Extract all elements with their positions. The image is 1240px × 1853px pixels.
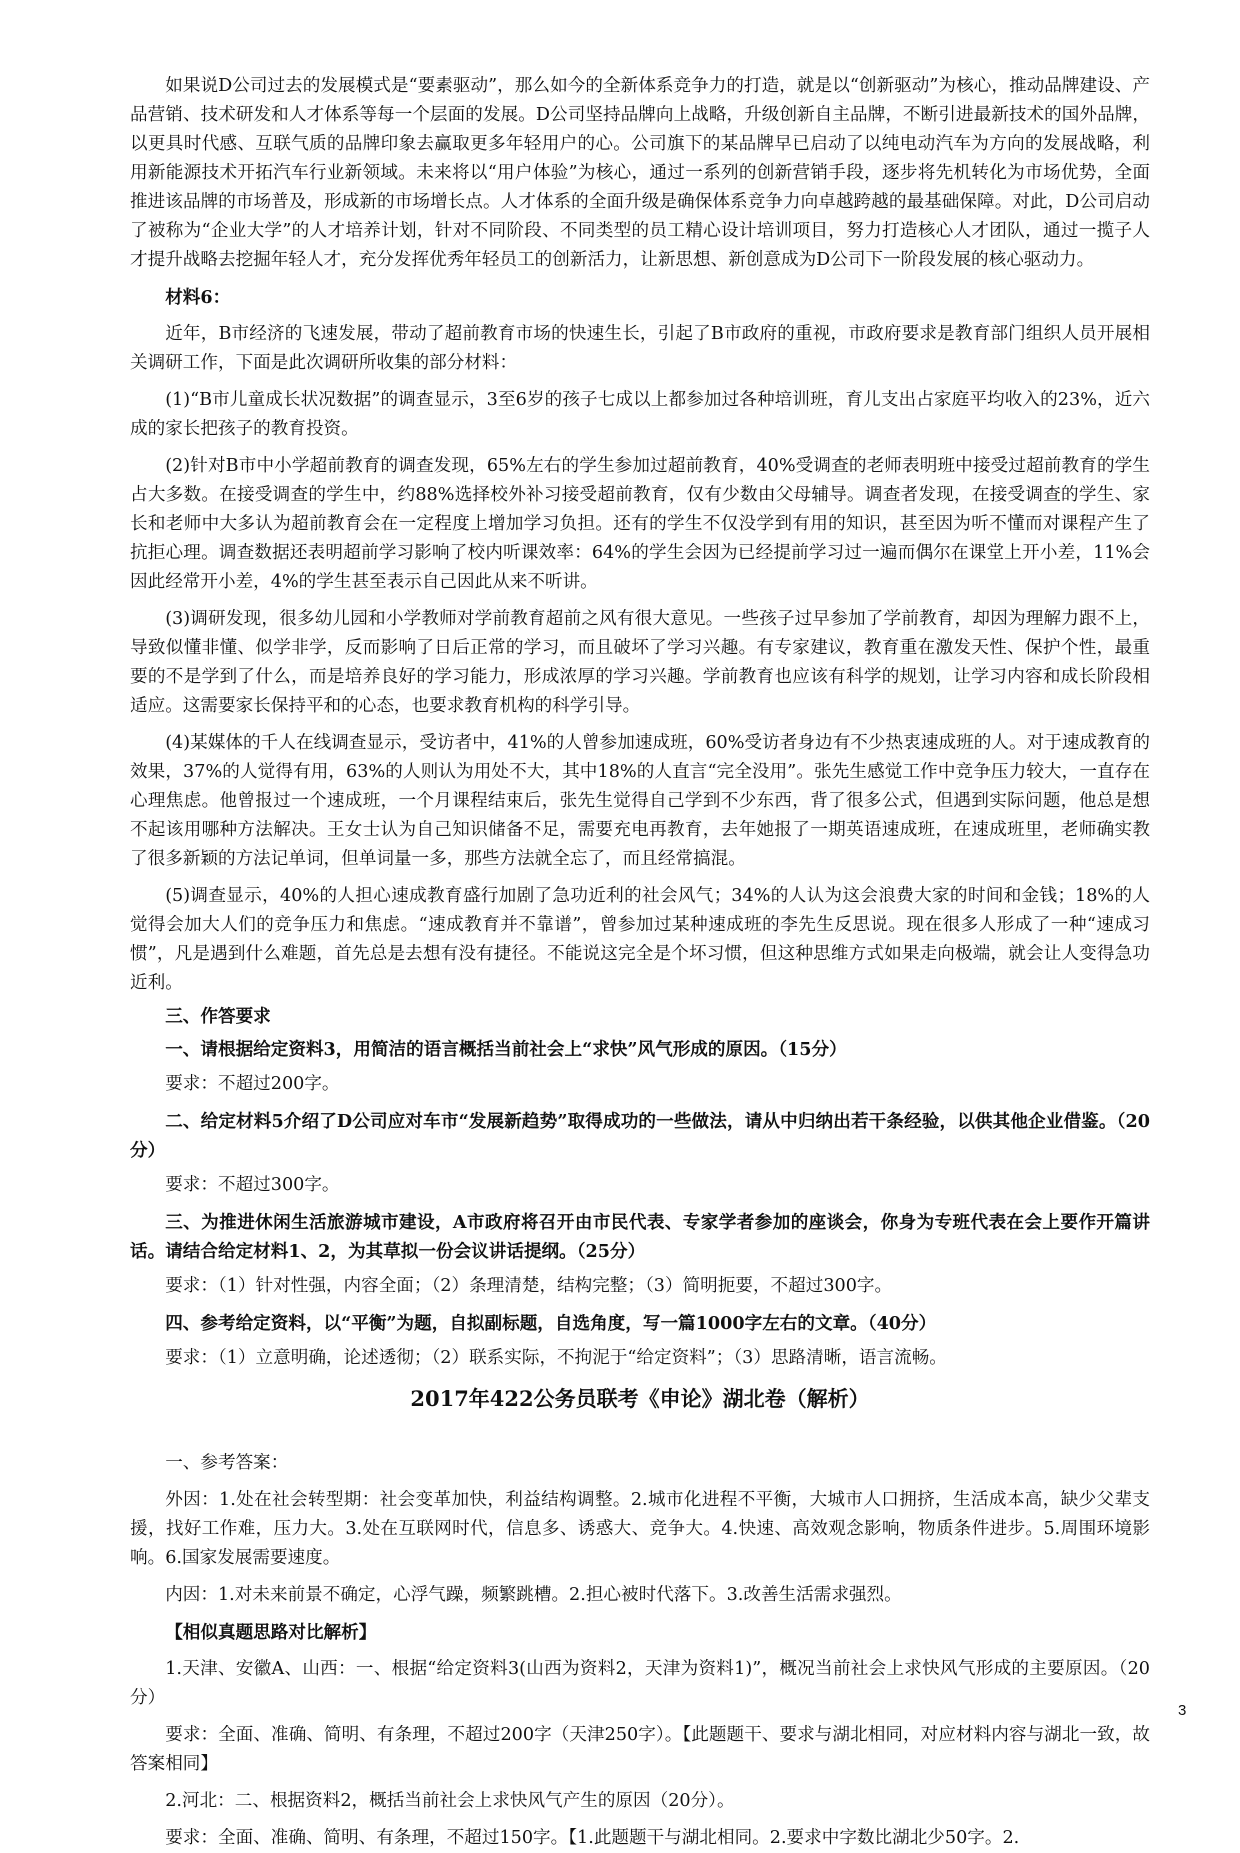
internal-causes: 内因：1.对未来前景不确定，心浮气躁，频繁跳槽。2.担心被时代落下。3.改善生活需求强烈。	[165, 1585, 902, 1605]
paragraph-item-4: (4)某媒体的千人在线调查显示，受访者中，41%的人曾参加速成班，60%受访者身边有不少热衷速成班的人。对于速成教育的效果，37%的人觉得有用，63%的人则认为用处不大，其中18%的人直言“完全没用”。张先生感觉工作中竞争压力较大，一直存在心理焦虑。他曾报过一个速成班，一个月课程结束后，张先生觉得自己学到不少东西，背了很多公式，但遇到实际问题，他总是想不起该用哪种方法解决。王女士认为自己知识储备不足，需要充电再教育，去年她报了一期英语速成班，在速成班里，老师确实教了很多新颖的方法记单词，但单词量一多，那些方法就全忘了，而且经常搞混。	[130, 733, 1150, 869]
paragraph-item-5: (5)调查显示，40%的人担心速成教育盛行加剧了急功近利的社会风气；34%的人认为这会浪费大家的时间和金钱；18%的人觉得会加大人们的竞争压力和焦虑。“速成教育并不靠谱”，曾参加过某种速成班的李先生反思说。现在很多人形成了一种“速成习惯”，凡是遇到什么难题，首先总是去想有没有捷径。不能说这完全是个坏习惯，但这种思维方式如果走向极端，就会让人变得急功近利。	[130, 886, 1150, 993]
question-2-requirement: 要求：不超过300字。	[165, 1175, 340, 1195]
question-4: 四、参考给定资料，以“平衡”为题，自拟副标题，自选角度，写一篇1000字左右的文章。（40分）	[165, 1313, 937, 1334]
paragraph-item-3: (3)调研发现，很多幼儿园和小学教师对学前教育超前之风有很大意见。一些孩子过早参加了学前教育，却因为理解力跟不上，导致似懂非懂、似学非学，反而影响了日后正常的学习，而且破坏了学习兴趣。有专家建议，教育重在激发天性、保护个性，最重要的不是学到了什么，而是培养良好的学习能力，形成浓厚的学习兴趣。学前教育也应该有科学的规划，让学习内容和成长阶段相适应。这需要家长保持平和的心态，也要求教育机构的科学引导。	[130, 609, 1150, 716]
analysis-title: 2017年422公务员联考《申论》湖北卷（解析）	[410, 1386, 870, 1411]
external-causes: 外因：1.处在社会转型期：社会变革加快，利益结构调整。2.城市化进程不平衡，大城市人口拥挤，生活成本高，缺少父辈支援，找好工作难，压力大。3.处在互联网时代，信息多、诱惑大、竞争大。4.快速、高效观念影响，物质条件进步。5.周围环境影响。6.国家发展需要速度。	[130, 1490, 1150, 1568]
reference-answer-heading: 一、参考答案：	[165, 1453, 289, 1473]
question-3-requirement: 要求：（1）针对性强，内容全面；（2）条理清楚，结构完整；（3）简明扼要，不超过300字。	[165, 1276, 893, 1296]
comparison-1: 1.天津、安徽A、山西：一、根据“给定资料3(山西为资料2，天津为资料1)”，概况当前社会上求快风气形成的主要原因。（20分）	[130, 1659, 1150, 1708]
paragraph-item-2: (2)针对B市中小学超前教育的调查发现，65%左右的学生参加过超前教育，40%受调查的老师表明班中接受过超前教育的学生占大多数。在接受调查的学生中，约88%选择校外补习接受超前教育，仅有少数由父母辅导。调查者发现，在接受调查的学生、家长和老师中大多认为超前教育会在一定程度上增加学习负担。还有的学生不仅没学到有用的知识，甚至因为听不懂而对课程产生了抗拒心理。调查数据还表明超前学习影响了校内听课效率：64%的学生会因为已经提前学习过一遍而偶尔在课堂上开小差，11%会因此经常开小差，4%的学生甚至表示自己因此从来不听讲。	[130, 456, 1150, 592]
comparison-heading: 【相似真题思路对比解析】	[165, 1622, 377, 1643]
paragraph-item-1: (1)“B市儿童成长状况数据”的调查显示，3至6岁的孩子七成以上都参加过各种培训班，育儿支出占家庭平均收入的23%，近六成的家长把孩子的教育投资。	[130, 390, 1150, 439]
requirements-heading: 三、作答要求	[165, 1006, 271, 1027]
comparison-1-requirement: 要求：全面、准确、简明、有条理，不超过200字（天津250字）。【此题题干、要求与湖北相同，对应材料内容与湖北一致，故答案相同】	[130, 1725, 1150, 1774]
question-3: 三、为推进休闲生活旅游城市建设，A市政府将召开由市民代表、专家学者参加的座谈会，你身为专班代表在会上要作开篇讲话。请结合给定材料1、2，为其草拟一份会议讲话提纲。（25分）	[130, 1212, 1150, 1262]
page-number: 3	[1178, 1702, 1187, 1719]
comparison-2: 2.河北：二、根据资料2，概括当前社会上求快风气产生的原因（20分）。	[165, 1791, 735, 1811]
paragraph-material5-cont: 如果说D公司过去的发展模式是“要素驱动”，那么如今的全新体系竞争力的打造，就是以“创新驱动”为核心，推动品牌建设、产品营销、技术研发和人才体系等每一个层面的发展。D公司坚持品牌向上战略，升级创新自主品牌，不断引进最新技术的国外品牌，以更具时代感、互联气质的品牌印象去赢取更多年轻用户的心。公司旗下的某品牌早已启动了以纯电动汽车为方向的发展战略，利用新能源技术开拓汽车行业新领域。未来将以“用户体验”为核心，通过一系列的创新营销手段，逐步将先机转化为市场优势，全面推进该品牌的市场普及，形成新的市场增长点。人才体系的全面升级是确保体系竞争力向卓越跨越的最基础保障。对此，D公司启动了被称为“企业大学”的人才培养计划，针对不同阶段、不同类型的员工精心设计培训项目，努力打造核心人才团队，通过一揽子人才提升战略去挖掘年轻人才，充分发挥优秀年轻员工的创新活力，让新思想、新创意成为D公司下一阶段发展的核心驱动力。	[130, 76, 1150, 270]
question-1-requirement: 要求：不超过200字。	[165, 1074, 340, 1094]
paragraph-material6-intro: 近年，B市经济的飞速发展，带动了超前教育市场的快速生长，引起了B市政府的重视，市政府要求是教育部门组织人员开展相关调研工作，下面是此次调研所收集的部分材料：	[130, 324, 1150, 373]
material-6-heading: 材料6：	[165, 287, 231, 308]
question-4-requirement: 要求：（1）立意明确，论述透彻；（2）联系实际，不拘泥于“给定资料”；（3）思路清晰，语言流畅。	[165, 1348, 947, 1368]
question-1: 一、请根据给定资料3，用简洁的语言概括当前社会上“求快”风气形成的原因。（15分）	[165, 1039, 847, 1060]
question-2: 二、给定材料5介绍了D公司应对车市“发展新趋势”取得成功的一些做法，请从中归纳出若干条经验，以供其他企业借鉴。（20分）	[130, 1111, 1150, 1161]
comparison-2-requirement: 要求：全面、准确、简明、有条理，不超过150字。【1.此题题干与湖北相同。2.要求中字数比湖北少50字。2.	[165, 1828, 1020, 1848]
